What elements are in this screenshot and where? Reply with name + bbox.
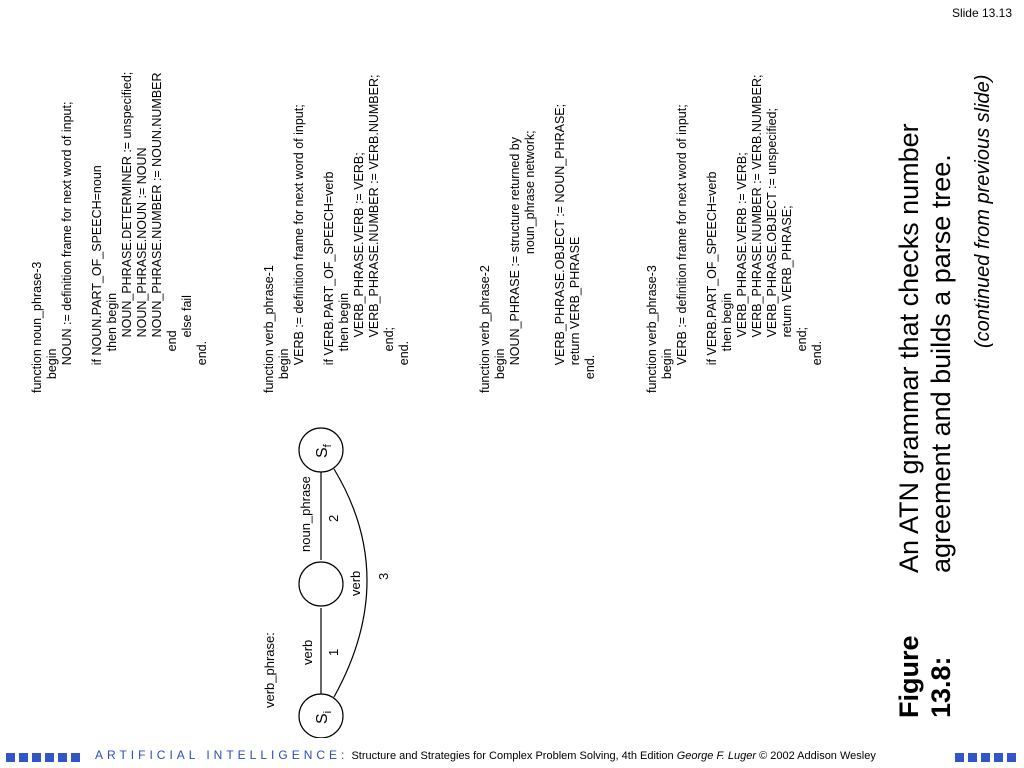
code-line: noun_phrase network; — [523, 130, 537, 393]
arc-3-name: verb — [348, 570, 363, 596]
code-line — [690, 75, 705, 393]
code-line: VERB_PHRASE.NUMBER := VERB.NUMBER; — [750, 74, 764, 393]
code-line: end. — [810, 340, 824, 393]
code-line: NOUN_PHRASE.DETERMINER := unspecified; — [120, 71, 134, 393]
code-line: then begin — [105, 292, 119, 393]
code-line: VERB := definition frame for next word of input; — [675, 104, 689, 393]
code-line: end. — [195, 340, 209, 393]
atn-graph — [278, 378, 418, 738]
code-line: begin — [277, 348, 291, 393]
code-line: begin — [45, 348, 59, 393]
code-line: then begin — [720, 292, 734, 393]
code-verb-phrase-3 — [645, 75, 825, 393]
code-line: VERB_PHRASE.NUMBER := VERB.NUMBER; — [367, 74, 381, 393]
figure-number: Figure 13.8: — [894, 635, 956, 718]
start-node-label: $S_i$ — [314, 710, 334, 724]
code-line: end. — [397, 340, 411, 393]
code-line — [538, 104, 553, 393]
code-line: VERB := definition frame for next word of input; — [292, 104, 306, 393]
code-line: VERB_PHRASE.VERB := VERB; — [735, 152, 749, 393]
arc-3-number: 3 — [376, 572, 391, 580]
footer-author: George F. Luger — [676, 750, 757, 762]
footer-year: © 2002 — [759, 750, 795, 762]
code-line: end — [165, 330, 179, 393]
slide-number: Slide 13.13 — [951, 6, 1012, 20]
code-line: function noun_phrase-3 — [30, 261, 44, 393]
footer-book-title: Structure and Strategies for Complex Problem Solving, 4th Edition — [351, 750, 674, 762]
footer-squares-left — [6, 750, 84, 764]
code-line: NOUN_PHRASE := structure returned by — [508, 137, 522, 393]
code-line: else fail — [180, 295, 194, 393]
code-line: NOUN_PHRASE.NOUN := NOUN — [135, 147, 149, 393]
code-line: return VERB_PHRASE — [568, 236, 582, 393]
footer-text — [95, 748, 876, 763]
code-line: NOUN_PHRASE.NUMBER := NOUN.NUMBER — [150, 72, 164, 393]
code-line: end; — [795, 326, 809, 393]
footer-squares-right — [955, 750, 1020, 764]
arc-2-number: 2 — [326, 514, 341, 522]
final-node-label: $S_f$ — [314, 444, 334, 458]
code-line: if VERB.PART_OF_SPEECH=verb — [322, 171, 336, 393]
code-line: begin — [660, 348, 674, 393]
code-line — [75, 72, 90, 393]
code-line: function verb_phrase-1 — [262, 265, 276, 393]
figure-caption-text: An ATN grammar that checks number agreement and builds a parse tree. — [894, 123, 956, 573]
arc-1-name: verb — [300, 639, 315, 665]
figure-caption — [893, 0, 957, 718]
code-line — [307, 75, 322, 393]
code-line: if VERB.PART_OF_SPEECH=verb — [705, 171, 719, 393]
arc-2-name: noun_phrase — [298, 476, 313, 552]
graph-label: verb_phrase: — [262, 632, 277, 708]
code-line: VERB_PHRASE.OBJECT := unspecified; — [765, 108, 779, 393]
code-line: function verb_phrase-3 — [645, 265, 659, 393]
code-line: VERB_PHRASE.VERB := VERB; — [352, 152, 366, 393]
code-line: return VERB_PHRASE; — [780, 205, 794, 393]
code-line: if NOUN.PART_OF_SPEECH=noun — [90, 165, 104, 393]
code-verb-phrase-2 — [478, 104, 598, 393]
footer — [0, 748, 1024, 762]
code-line: end; — [382, 326, 396, 393]
middle-node — [299, 562, 343, 606]
code-line: begin — [493, 348, 507, 393]
code-line: end. — [583, 354, 597, 393]
figure-note: (continued from previous slide) — [972, 74, 994, 348]
code-verb-phrase-1 — [262, 75, 412, 393]
code-line: VERB_PHRASE.OBJECT := NOUN_PHRASE; — [553, 103, 567, 393]
footer-brand: ARTIFICIAL INTELLIGENCE: — [95, 748, 349, 762]
code-line: NOUN := definition frame for next word of input; — [60, 101, 74, 393]
code-line: then begin — [337, 292, 351, 393]
arc-1-number: 1 — [326, 648, 341, 656]
code-noun-phrase-3 — [30, 72, 210, 393]
footer-publisher: Addison Wesley — [797, 750, 876, 762]
code-line: function verb_phrase-2 — [478, 265, 492, 393]
